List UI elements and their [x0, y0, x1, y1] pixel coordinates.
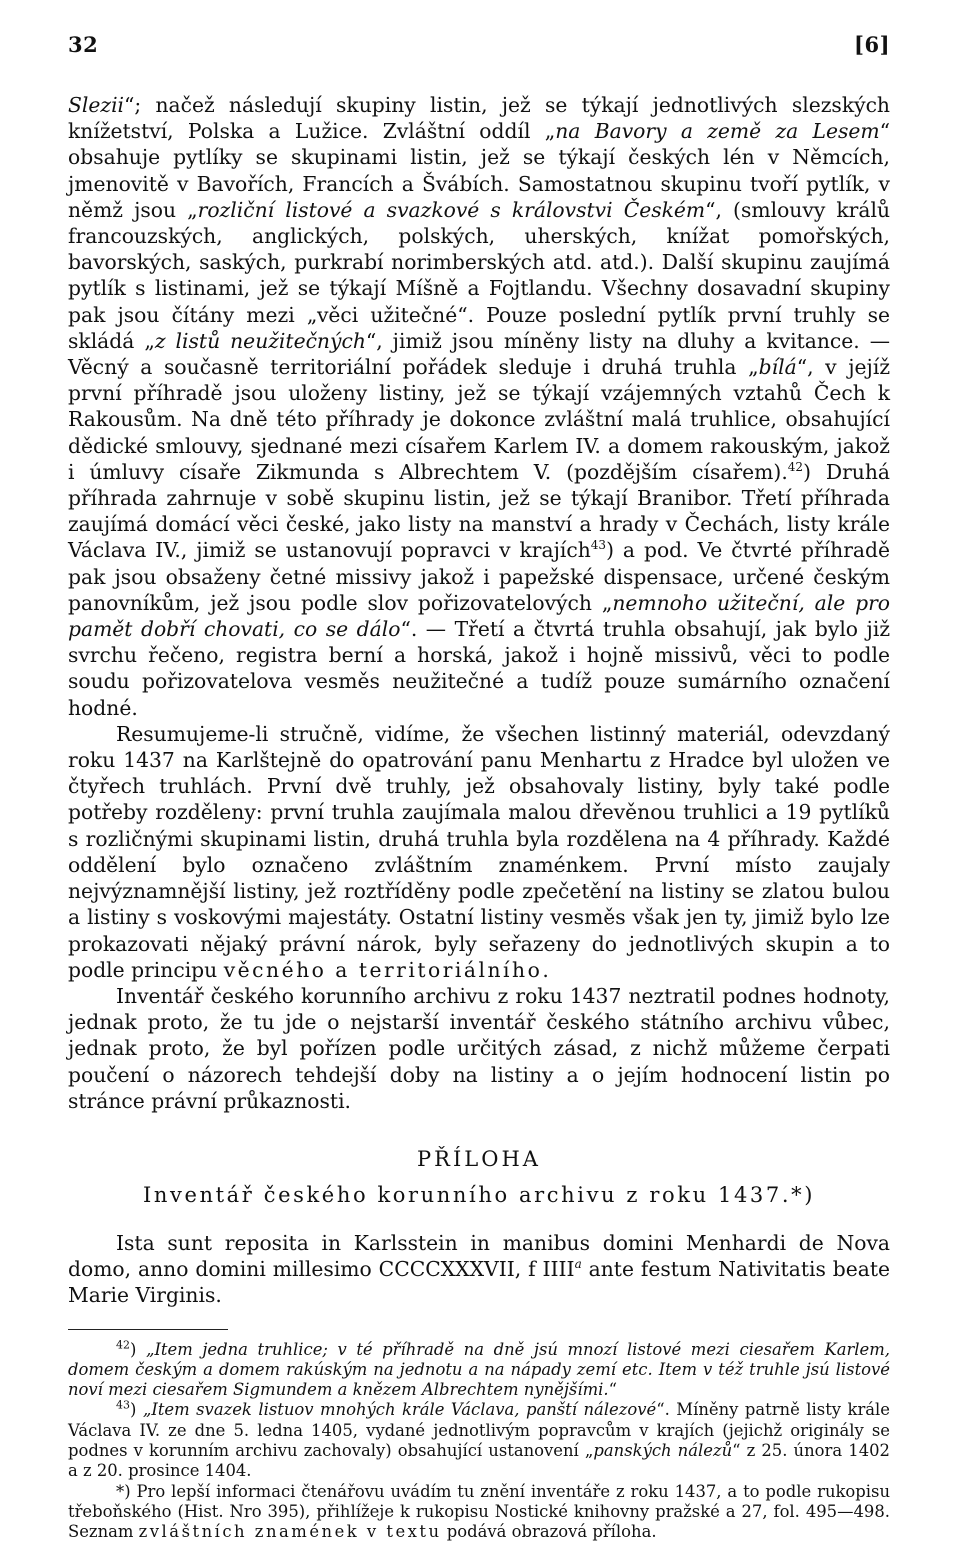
appendix-title: PŘÍLOHA	[417, 1146, 541, 1171]
text-run: 43	[590, 538, 607, 553]
text-run: *) Pro lepší informaci čtenářovu uvádím tu znění inventáře z roku 1437, a to podle rukopisu třeboňského (Hist. Nro 395), přihlížeje k rukopisu Nostické knihovny pražské a 27, fol. 495—498. Seznam	[68, 1481, 890, 1542]
footnotes	[68, 1340, 890, 1543]
text-run: ) Druhá příhrada zahrnuje v sobě skupinu listin, jež se týkají Branibor. Třetí příhrada zaujímá domácí věci české, jako listy na manství a hrady v Čechách, listy krále Václava IV., jimiž se ustanovují popravci v krajích	[68, 459, 890, 563]
appendix-subtitle: Inventář českého korunního archivu z roku 1437.*)	[143, 1182, 815, 1207]
text-run: 42	[116, 1338, 130, 1352]
paragraph-2	[68, 721, 890, 983]
footnote-43	[68, 1400, 890, 1481]
latin-paragraph	[68, 1230, 890, 1309]
text-run: z listů neužitečných	[154, 328, 366, 353]
text-run: “ obsahuje pytlíky se skupinami listin, jež se týkají českých lén v Němcích, jmenovitě v Bavořích, Francích a Švábích. Samostatnou skupinu tvoří pytlík, v němž jsou „	[68, 119, 891, 222]
text-run: “, jimiž jsou míněny listy na dluhy a kvitance. — Věcný a současně territoriální pořádek sleduje i druhá truhla „	[68, 328, 890, 380]
latin-text	[68, 1230, 890, 1309]
text-run: Resumujeme-li stručně, vidíme, že všechen listinný materiál, odevzdaný roku 1437 na Karlštejně do opatrování panu Menhartu z Hradce byl uložen ve čtyřech truhlách. První dvě truhly, jež obsahovaly listiny, byly také podle potřeby rozděleny: první truhla zaujímala malou dřevěnou truhlici a 19 pytlíků s rozličnými skupinami listin, druhá truhla byla rozdělena na 4 příhrady. Každé oddělení bylo označeno zvláštním znaménkem. První místo zaujaly nejvýznamnější listiny, jež roztříděny podle zpečetění na listiny se zlatou bulou a listiny s voskovými majestáty. Ostatní listiny vesměs však jen ty, jimiž bylo lze prokazovati nějaký právní nárok, byly seřazeny do jednotlivých skupin a to podle principu	[68, 721, 890, 982]
text-run: )	[130, 1400, 143, 1420]
text-run: “, (smlouvy králů francouzských, anglických, polských, uherských, knížat pomořských, bavorských, saských, purkrabí norimberských atd. atd.). Další skupinu zaujímá pytlík s listinami, jež se týkají Míšně a Fojtlandu. Všechny dosavadní skupiny pak jsou čítány mezi „věci užitečné“. Pouze poslední pytlík první truhly se skládá „	[68, 197, 891, 353]
text-run: na Bavory a země za Lesem	[555, 119, 880, 144]
footnote-asterisk	[68, 1482, 890, 1543]
text-run: podává obrazová příloha.	[441, 1522, 657, 1542]
text-run: Slezii	[68, 93, 125, 117]
text-run: “, v jejíž první příhradě jsou uloženy listiny, jež se týkají vzájemných vztahů Čech k Rakousům. Na dně této příhrady je dokonce zvláštní malá truhlice, obsahující dědické smlouvy, sjednané mezi císařem Karlem IV. a domem rakouským, jakož i úmluvy císaře Zikmunda s Albrechtem V. (pozdějším císařem).	[68, 355, 891, 484]
text-run: Inventář českého korunního archivu z roku 1437 neztratil podnes hodnoty, jednak proto, že tu jde o nejstarší inventář českého státního archivu vůbec, jednak proto, že byl pořízen podle určitých zásad, z nichž můžeme čerpati poučení o názorech tehdejší doby na listiny a o jejím hodnocení listin po stránce právní průkaznosti.	[68, 983, 890, 1113]
page-number: 32	[68, 32, 99, 57]
text-run: panských nálezů	[593, 1441, 733, 1461]
text-run: “. Míněny patrně listy krále Václava IV. ze dne 5. ledna 1405, vydané jednotlivým popravcům v krajích (jejichž originály se podnes v korunním archivu zachovaly) obsahující ustanovení „	[68, 1400, 890, 1461]
paragraph-1	[68, 92, 890, 721]
section-mark: [6]	[854, 32, 890, 57]
footnote-42	[68, 1340, 890, 1401]
text-run: “; načež následují skupiny listin, jež se týkají jednotlivých slezských knížetství, Polska a Lužice. Zvláštní oddíl „	[68, 93, 890, 144]
text-run: zvláštních znamének v textu	[138, 1522, 442, 1542]
text-run: “ z 25. února 1402 a z 20. prosince 1404.	[68, 1441, 890, 1481]
text-run: Ista sunt reposita in Karlsstein in manibus domini Menhardi de Nova domo, anno domini millesimo CCCCXXXVII, f IIII	[68, 1230, 890, 1282]
text-run: “. — Třetí a čtvrtá truhla obsahují, jak bylo již svrchu řečeno, registra berní a horská, jakož i hojně missivů, věci to podle soudu pořizovatelova vesměs neužitečné a tudíž pouze sumárního označení hodné.	[68, 617, 890, 720]
page	[68, 30, 891, 1542]
text-run: .	[542, 957, 549, 982]
text-run: nemnoho užiteční, ale pro pamět dobří chovati, co se dálo	[68, 590, 891, 642]
text-run: bílá	[758, 355, 797, 380]
text-run: „Item svazek listuov mnohých krále Václava, panští nálezové	[142, 1400, 657, 1420]
text-run: “	[608, 1380, 617, 1400]
text-run: a	[574, 1257, 582, 1272]
text-run: 42	[787, 460, 804, 475]
text-run: ) a pod. Ve čtvrté příhradě pak jsou obsaženy četné missivy jakož i papežské dispensace, určené českým panovníkům, jež jsou podle slov pořizovatelových „	[68, 538, 890, 615]
running-header	[68, 30, 890, 60]
paragraph-3	[68, 983, 890, 1114]
body-text	[68, 92, 890, 1114]
text-run: rozliční listové a svazkové s královstvi Českém	[197, 197, 706, 222]
text-run: „Item jedna truhlice; v té příhradě na dně jsú mnozí listové mezi ciesařem Karlem, domem českým a domem rakúským na jednotu a na nápady zemí etc. Item v též truhle jsú listové noví mezi ciesařem Sigmundem a knězem Albrechtem nynějšími.	[68, 1339, 890, 1400]
text-run: 43	[116, 1398, 130, 1412]
text-run: )	[130, 1339, 146, 1359]
text-run: ante festum Nativitatis beate Marie Virginis.	[68, 1257, 891, 1308]
footnote-divider	[68, 1329, 228, 1330]
text-run: věcného a territoriálního	[223, 957, 543, 982]
